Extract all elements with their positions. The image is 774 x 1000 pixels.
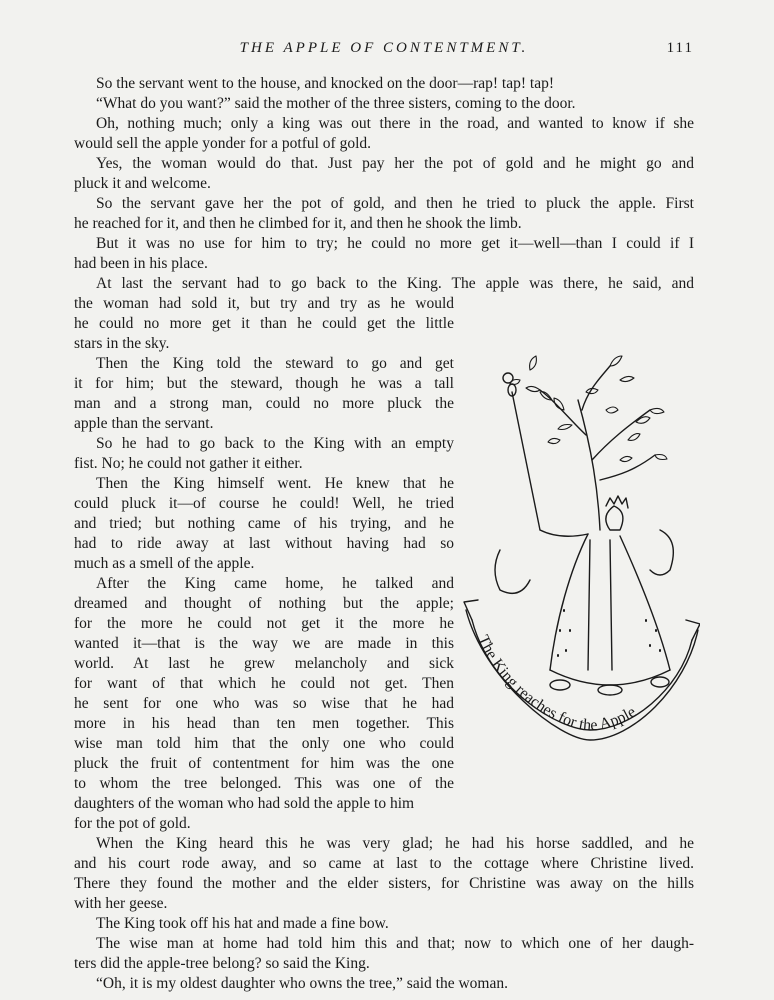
text-line: But it was no use for him to try; he could no more get it—well—than I could if I	[96, 235, 694, 252]
text-line: The King took off his hat and made a fine bow.	[96, 915, 389, 932]
text-line: “What do you want?” said the mother of the three sisters, coming to the door.	[96, 95, 576, 112]
text-line: world. At last he grew melancholy and sick	[74, 655, 454, 672]
text-line: much as a smell of the apple.	[74, 555, 255, 572]
text-line: could pluck it—of course he could! Well, he tried	[74, 495, 454, 512]
page-number: 111	[666, 40, 694, 56]
text-line: apple than the servant.	[74, 415, 214, 432]
text-line: When the King heard this he was very glad; he had his horse saddled, and he	[96, 835, 694, 852]
text-line: Oh, nothing much; only a king was out there in the road, and wanted to know if she	[96, 115, 694, 132]
text-line: At last the servant had to go back to the King. The apple was there, he said, and	[96, 275, 694, 292]
text-line: he could no more get it than he could get the little	[74, 315, 454, 332]
text-line: pluck it and welcome.	[74, 175, 211, 192]
text-line: daughters of the woman who had sold the apple to him	[74, 795, 415, 812]
text-line: it for him; but the steward, though he was a tall	[74, 375, 454, 392]
text-line: had been in his place.	[74, 255, 208, 272]
text-line: he sent for one who was so wise that he had	[74, 695, 454, 712]
text-line: with her geese.	[74, 895, 168, 912]
king-illustration	[460, 330, 700, 760]
text-line: So the servant gave her the pot of gold, and then he tried to pluck the apple. First	[96, 195, 694, 212]
text-line: Then the King told the steward to go and get	[96, 355, 454, 372]
text-line: Then the King himself went. He knew that he	[96, 475, 454, 492]
text-line: would sell the apple yonder for a potful of gold.	[74, 135, 372, 152]
text-line: and his court rode away, and so came at last to the cottage where Christine lived.	[74, 855, 694, 872]
text-line: for want of that which he could not get. Then	[74, 675, 454, 692]
text-line: the woman had sold it, but try and try as he would	[74, 295, 454, 312]
text-line: So the servant went to the house, and knocked on the door—rap! tap! tap!	[96, 75, 554, 92]
text-line: So he had to go back to the King with an empty	[96, 435, 454, 452]
text-line: fist. No; he could not gather it either.	[74, 455, 303, 472]
text-line: for the pot of gold.	[74, 815, 191, 832]
text-line: to whom the tree belonged. This was one of the	[74, 775, 454, 792]
illustration-caption: The King reaches for the Apple	[474, 632, 639, 735]
text-line: Yes, the woman would do that. Just pay her the pot of gold and he might go and	[96, 155, 694, 172]
text-line: more in his head than ten men together. This	[74, 715, 454, 732]
text-line: wanted it—that is the way we are made in this	[74, 635, 454, 652]
text-line: he reached for it, and then he climbed for it, and then he shook the limb.	[74, 215, 522, 232]
text-line: After the King came home, he talked and	[96, 575, 454, 592]
text-line: had to ride away at last without having had so	[74, 535, 454, 552]
king-reaching-apple-drawing	[460, 330, 700, 760]
text-line: There they found the mother and the elder sisters, for Christine was away on the hills	[74, 875, 694, 892]
text-line: ters did the apple-tree belong? so said the King.	[74, 955, 370, 972]
text-line: The wise man at home had told him this and that; now to which one of her daugh-	[96, 935, 694, 952]
running-title: THE APPLE OF CONTENTMENT.	[239, 40, 529, 56]
text-line: wise man told him that the only one who could	[74, 735, 454, 752]
text-line: stars in the sky.	[74, 335, 170, 352]
text-line: for the more he could not get it the more he	[74, 615, 454, 632]
text-line: and tried; but nothing came of his trying, and he	[74, 515, 454, 532]
page-header	[74, 40, 694, 62]
text-line: man and a strong man, could no more pluck the	[74, 395, 454, 412]
text-line: pluck the fruit of contentment for him was the one	[74, 755, 454, 772]
text-line: “Oh, it is my oldest daughter who owns the tree,” said the woman.	[96, 975, 508, 992]
text-line: dreamed and thought of nothing but the apple;	[74, 595, 454, 612]
